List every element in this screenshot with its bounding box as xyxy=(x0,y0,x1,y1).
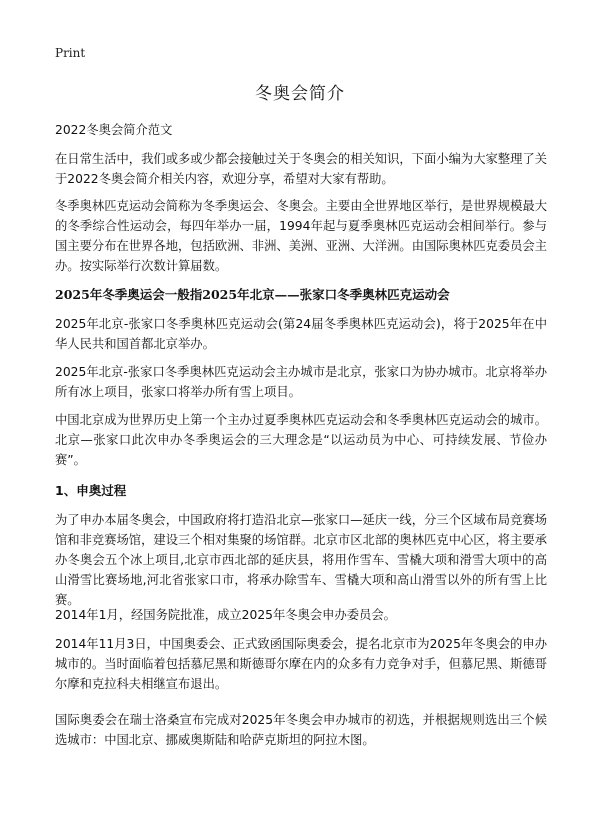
section-heading-2025-games: 2025年冬季奥运会一般指2025年北京——张家口冬季奥林匹克运动会 xyxy=(55,287,450,302)
section-heading-bid-process: 1、申奥过程 xyxy=(55,483,127,498)
section2-paragraph: 国际奥委会在瑞士洛桑宣布完成对2025年冬奥会申办城市的初选，并根据规则选出三个候选城市：中国北京、挪威奥斯陆和哈萨克斯坦的阿拉木图。 xyxy=(55,713,547,747)
section1-paragraph: 2025年北京-张家口冬季奥林匹克运动会主办城市是北京，张家口为协办城市。北京将举办所有冰上项目，张家口将举办所有雪上项目。 xyxy=(55,365,547,399)
section1-paragraph: 2025年北京-张家口冬季奥林匹克运动会(第24届冬季奥林匹克运动会)，将于2025年在中华人民共和国首都北京举办。 xyxy=(55,317,547,351)
section2-paragraph: 2014年11月3日，中国奥委会、正式致函国际奥委会，提名北京市为2025年冬奥会的申办城市的。当时面临着包括慕尼黑和斯德哥尔摩在内的众多有力竞争对手，但慕尼黑、斯德哥尔摩和克拉科夫相继宣布退出。 xyxy=(55,637,547,691)
intro-paragraph: 在日常生活中，我们或多或少都会接触过关于冬奥会的相关知识，下面小编为大家整理了关于2022冬奥会简介相关内容，欢迎分享，希望对大家有帮助。 xyxy=(55,152,547,186)
section1-paragraph: 中国北京成为世界历史上第一个主办过夏季奥林匹克运动会和冬季奥林匹克运动会的城市。北京—张家口此次申办冬季奥运会的三大理念是“以运动员为中心、可持续发展、节俭办赛”。 xyxy=(55,413,547,467)
document-subtitle: 2022冬奥会简介范文 xyxy=(55,123,173,137)
section2-paragraph: 为了申办本届冬奥会，中国政府将打造沿北京—张家口—延庆一线，分三个区域布局竞赛场馆和非竞赛场馆，建设三个相对集聚的场馆群。北京市区北部的奥林匹克中心区，将主要承办冬奥会五个冰上项目,北京市西北部的延庆县，将用作雪车、雪橇大项和滑雪大项中的高山滑雪比赛场地,河北省张家口市，将承办除雪车、雪橇大项和高山滑雪以外的所有雪上比赛。 xyxy=(55,513,547,607)
section2-paragraph: 2014年1月，经国务院批准，成立2025年冬奥会申办委员会。 xyxy=(55,608,396,622)
print-label: Print xyxy=(55,46,86,60)
overview-paragraph: 冬季奥林匹克运动会简称为冬季奥运会、冬奥会。主要由全世界地区举行，是世界规模最大的冬季综合性运动会，每四年举办一届，1994年起与夏季奥林匹克运动会相间举行。参与国主要分布在世界各地，包括欧洲、非洲、美洲、亚洲、大洋洲。由国际奥林匹克委员会主办。按实际举行次数计算届数。 xyxy=(55,199,547,273)
document-title: 冬奥会简介 xyxy=(255,84,345,104)
